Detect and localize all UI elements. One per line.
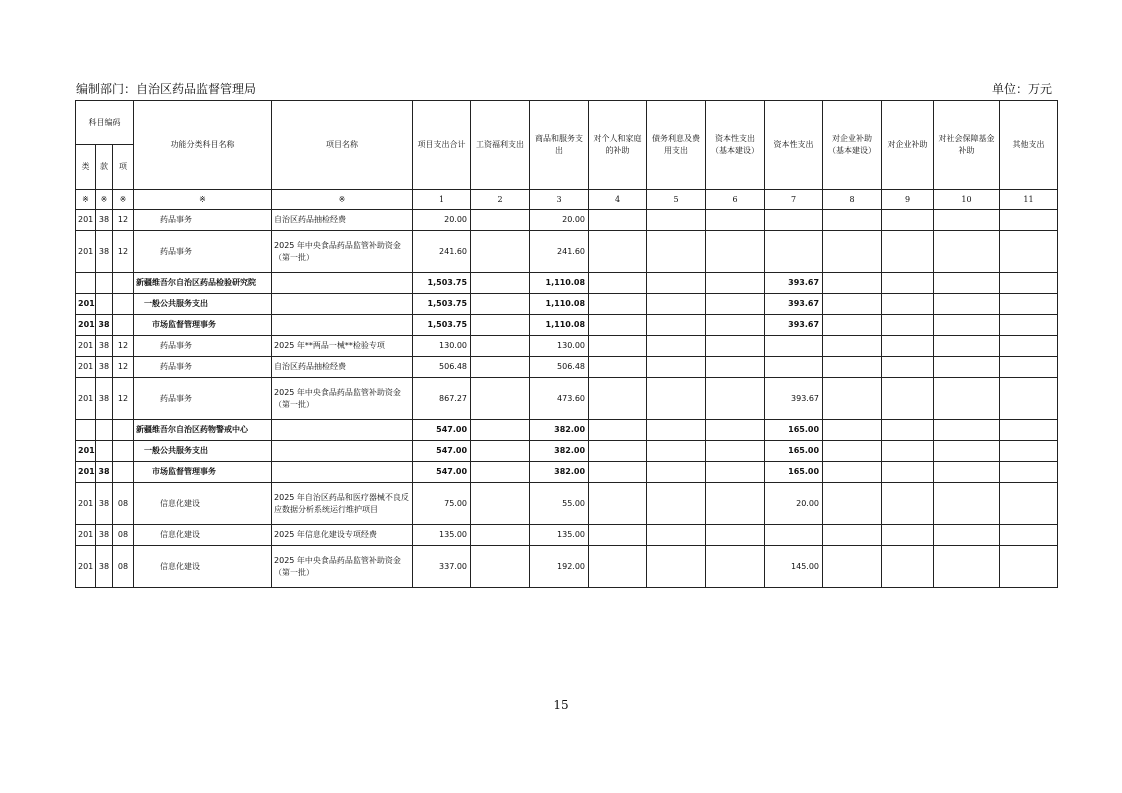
enterprise-construction-cell <box>823 294 882 315</box>
wages-cell <box>471 462 530 483</box>
capital-construction-cell <box>706 294 765 315</box>
kuan-cell <box>96 441 113 462</box>
capital-cell <box>765 210 823 231</box>
lei-cell <box>76 420 96 441</box>
household-subsidy-cell <box>589 357 647 378</box>
lei-cell: 201 <box>76 441 96 462</box>
xiang-cell: 08 <box>113 483 134 525</box>
function-name-cell: 药品事务 <box>134 210 272 231</box>
debt-interest-cell <box>647 336 706 357</box>
household-subsidy-cell <box>589 462 647 483</box>
function-name-header: 功能分类科目名称 <box>134 101 272 190</box>
debt-interest-cell <box>647 357 706 378</box>
social-security-cell <box>934 525 1000 546</box>
table-row <box>76 483 1058 525</box>
debt-interest-cell <box>647 525 706 546</box>
project-name-cell <box>272 441 413 462</box>
budget-table <box>75 100 1058 588</box>
lei-cell: 201 <box>76 525 96 546</box>
other-cell <box>1000 525 1058 546</box>
index-cell: 1 <box>413 190 471 210</box>
goods-services-cell: 20.00 <box>530 210 589 231</box>
lei-cell: 201 <box>76 231 96 273</box>
social-security-cell <box>934 357 1000 378</box>
social-security-cell <box>934 336 1000 357</box>
kuan-cell: 38 <box>96 378 113 420</box>
index-cell: 5 <box>647 190 706 210</box>
xiang-cell: 08 <box>113 546 134 588</box>
enterprise-subsidy-cell <box>882 420 934 441</box>
capital-cell <box>765 231 823 273</box>
social-security-cell <box>934 420 1000 441</box>
social-security-cell <box>934 294 1000 315</box>
table-row <box>76 357 1058 378</box>
index-cell: 2 <box>471 190 530 210</box>
enterprise-subsidy-cell <box>882 441 934 462</box>
index-cell: 8 <box>823 190 882 210</box>
col-header: 对企业补助 <box>882 101 934 190</box>
function-name-cell: 新疆维吾尔自治区药品检验研究院 <box>134 273 272 294</box>
wages-cell <box>471 210 530 231</box>
wages-cell <box>471 525 530 546</box>
other-cell <box>1000 546 1058 588</box>
col-header: 工资福利支出 <box>471 101 530 190</box>
capital-cell <box>765 357 823 378</box>
table-row <box>76 378 1058 420</box>
function-name-cell: 新疆维吾尔自治区药物警戒中心 <box>134 420 272 441</box>
debt-interest-cell <box>647 210 706 231</box>
total-cell: 547.00 <box>413 441 471 462</box>
other-cell <box>1000 378 1058 420</box>
wages-cell <box>471 420 530 441</box>
wages-cell <box>471 294 530 315</box>
index-cell: ※ <box>134 190 272 210</box>
index-cell: 9 <box>882 190 934 210</box>
total-cell: 1,503.75 <box>413 273 471 294</box>
table-row <box>76 546 1058 588</box>
debt-interest-cell <box>647 273 706 294</box>
index-cell: 7 <box>765 190 823 210</box>
table-row <box>76 315 1058 336</box>
capital-cell: 165.00 <box>765 462 823 483</box>
lei-cell: 201 <box>76 210 96 231</box>
index-cell: ※ <box>272 190 413 210</box>
enterprise-construction-cell <box>823 336 882 357</box>
function-name-cell: 信息化建设 <box>134 525 272 546</box>
project-name-cell: 自治区药品抽检经费 <box>272 210 413 231</box>
lei-cell: 201 <box>76 483 96 525</box>
enterprise-subsidy-cell <box>882 273 934 294</box>
wages-cell <box>471 378 530 420</box>
household-subsidy-cell <box>589 210 647 231</box>
capital-cell: 393.67 <box>765 378 823 420</box>
capital-construction-cell <box>706 378 765 420</box>
goods-services-cell: 382.00 <box>530 462 589 483</box>
other-cell <box>1000 441 1058 462</box>
wages-cell <box>471 483 530 525</box>
project-name-header: 项目名称 <box>272 101 413 190</box>
project-name-cell <box>272 315 413 336</box>
enterprise-subsidy-cell <box>882 210 934 231</box>
xiang-cell: 08 <box>113 525 134 546</box>
goods-services-cell: 382.00 <box>530 441 589 462</box>
kuan-cell <box>96 273 113 294</box>
capital-cell: 165.00 <box>765 420 823 441</box>
table-row <box>76 210 1058 231</box>
other-cell <box>1000 231 1058 273</box>
col-header: 项目支出合计 <box>413 101 471 190</box>
household-subsidy-cell <box>589 336 647 357</box>
xiang-cell: 12 <box>113 378 134 420</box>
capital-construction-cell <box>706 420 765 441</box>
function-name-cell: 药品事务 <box>134 336 272 357</box>
enterprise-subsidy-cell <box>882 462 934 483</box>
total-cell: 867.27 <box>413 378 471 420</box>
function-name-cell: 药品事务 <box>134 357 272 378</box>
lei-cell: 201 <box>76 546 96 588</box>
table-row <box>76 231 1058 273</box>
debt-interest-cell <box>647 315 706 336</box>
project-name-cell: 2025 年中央食品药品监管补助资金（第一批） <box>272 231 413 273</box>
function-name-cell: 药品事务 <box>134 378 272 420</box>
lei-cell <box>76 273 96 294</box>
total-cell: 241.60 <box>413 231 471 273</box>
kuan-cell <box>96 294 113 315</box>
capital-cell <box>765 336 823 357</box>
xiang-cell: 12 <box>113 336 134 357</box>
total-cell: 75.00 <box>413 483 471 525</box>
household-subsidy-cell <box>589 420 647 441</box>
project-name-cell <box>272 420 413 441</box>
index-cell: 10 <box>934 190 1000 210</box>
col-header: 资本性支出（基本建设） <box>706 101 765 190</box>
table-row <box>76 462 1058 483</box>
capital-construction-cell <box>706 546 765 588</box>
index-cell: 3 <box>530 190 589 210</box>
total-cell: 130.00 <box>413 336 471 357</box>
enterprise-construction-cell <box>823 441 882 462</box>
other-cell <box>1000 294 1058 315</box>
index-cell: ※ <box>96 190 113 210</box>
lei-cell: 201 <box>76 462 96 483</box>
capital-construction-cell <box>706 336 765 357</box>
debt-interest-cell <box>647 420 706 441</box>
other-cell <box>1000 357 1058 378</box>
page-number: 15 <box>553 698 569 712</box>
capital-cell: 145.00 <box>765 546 823 588</box>
table-row <box>76 294 1058 315</box>
goods-services-cell: 130.00 <box>530 336 589 357</box>
enterprise-subsidy-cell <box>882 357 934 378</box>
household-subsidy-cell <box>589 378 647 420</box>
xiang-cell: 12 <box>113 357 134 378</box>
enterprise-construction-cell <box>823 357 882 378</box>
function-name-cell: 市场监督管理事务 <box>134 462 272 483</box>
debt-interest-cell <box>647 483 706 525</box>
enterprise-construction-cell <box>823 210 882 231</box>
capital-construction-cell <box>706 273 765 294</box>
kuan-cell <box>96 420 113 441</box>
goods-services-cell: 241.60 <box>530 231 589 273</box>
wages-cell <box>471 546 530 588</box>
total-cell: 547.00 <box>413 420 471 441</box>
xiang-header: 项 <box>113 145 134 190</box>
capital-cell <box>765 525 823 546</box>
enterprise-construction-cell <box>823 462 882 483</box>
lei-cell: 201 <box>76 357 96 378</box>
table-row <box>76 273 1058 294</box>
debt-interest-cell <box>647 546 706 588</box>
wages-cell <box>471 336 530 357</box>
kuan-cell: 38 <box>96 315 113 336</box>
kuan-header: 款 <box>96 145 113 190</box>
project-name-cell <box>272 294 413 315</box>
enterprise-construction-cell <box>823 231 882 273</box>
function-name-cell: 药品事务 <box>134 231 272 273</box>
goods-services-cell: 473.60 <box>530 378 589 420</box>
project-name-cell <box>272 462 413 483</box>
function-name-cell: 信息化建设 <box>134 546 272 588</box>
goods-services-cell: 506.48 <box>530 357 589 378</box>
social-security-cell <box>934 546 1000 588</box>
col-header: 商品和服务支出 <box>530 101 589 190</box>
capital-cell: 393.67 <box>765 273 823 294</box>
col-header: 对社会保障基金补助 <box>934 101 1000 190</box>
capital-construction-cell <box>706 231 765 273</box>
lei-cell: 201 <box>76 315 96 336</box>
household-subsidy-cell <box>589 294 647 315</box>
enterprise-construction-cell <box>823 483 882 525</box>
other-cell <box>1000 273 1058 294</box>
total-cell: 20.00 <box>413 210 471 231</box>
project-name-cell: 2025 年信息化建设专项经费 <box>272 525 413 546</box>
debt-interest-cell <box>647 441 706 462</box>
enterprise-construction-cell <box>823 525 882 546</box>
other-cell <box>1000 420 1058 441</box>
total-cell: 135.00 <box>413 525 471 546</box>
kuan-cell: 38 <box>96 546 113 588</box>
debt-interest-cell <box>647 462 706 483</box>
household-subsidy-cell <box>589 315 647 336</box>
enterprise-subsidy-cell <box>882 231 934 273</box>
table-row <box>76 336 1058 357</box>
household-subsidy-cell <box>589 525 647 546</box>
lei-header: 类 <box>76 145 96 190</box>
function-name-cell: 市场监督管理事务 <box>134 315 272 336</box>
xiang-cell <box>113 273 134 294</box>
other-cell <box>1000 483 1058 525</box>
index-cell: 6 <box>706 190 765 210</box>
kuan-cell: 38 <box>96 210 113 231</box>
social-security-cell <box>934 441 1000 462</box>
debt-interest-cell <box>647 231 706 273</box>
col-header: 其他支出 <box>1000 101 1058 190</box>
enterprise-subsidy-cell <box>882 483 934 525</box>
col-header: 资本性支出 <box>765 101 823 190</box>
kuan-cell: 38 <box>96 336 113 357</box>
total-cell: 1,503.75 <box>413 315 471 336</box>
xiang-cell: 12 <box>113 210 134 231</box>
index-row <box>76 190 1058 210</box>
xiang-cell <box>113 462 134 483</box>
enterprise-subsidy-cell <box>882 336 934 357</box>
goods-services-cell: 192.00 <box>530 546 589 588</box>
social-security-cell <box>934 378 1000 420</box>
debt-interest-cell <box>647 378 706 420</box>
kuan-cell: 38 <box>96 357 113 378</box>
enterprise-construction-cell <box>823 273 882 294</box>
debt-interest-cell <box>647 294 706 315</box>
capital-cell: 393.67 <box>765 294 823 315</box>
household-subsidy-cell <box>589 231 647 273</box>
social-security-cell <box>934 231 1000 273</box>
household-subsidy-cell <box>589 546 647 588</box>
wages-cell <box>471 315 530 336</box>
function-name-cell: 一般公共服务支出 <box>134 441 272 462</box>
enterprise-subsidy-cell <box>882 546 934 588</box>
kuan-cell: 38 <box>96 483 113 525</box>
total-cell: 337.00 <box>413 546 471 588</box>
total-cell: 1,503.75 <box>413 294 471 315</box>
subject-code-header: 科目编码 <box>76 101 134 145</box>
goods-services-cell: 1,110.08 <box>530 315 589 336</box>
capital-construction-cell <box>706 210 765 231</box>
total-cell: 506.48 <box>413 357 471 378</box>
index-cell: 11 <box>1000 190 1058 210</box>
xiang-cell <box>113 294 134 315</box>
function-name-cell: 信息化建设 <box>134 483 272 525</box>
table-row <box>76 420 1058 441</box>
project-name-cell: 2025 年自治区药品和医疗器械不良反应数据分析系统运行维护项目 <box>272 483 413 525</box>
wages-cell <box>471 357 530 378</box>
capital-construction-cell <box>706 462 765 483</box>
project-name-cell <box>272 273 413 294</box>
household-subsidy-cell <box>589 273 647 294</box>
index-cell: ※ <box>76 190 96 210</box>
col-header: 债务利息及费用支出 <box>647 101 706 190</box>
index-cell: 4 <box>589 190 647 210</box>
capital-construction-cell <box>706 525 765 546</box>
goods-services-cell: 1,110.08 <box>530 273 589 294</box>
project-name-cell: 自治区药品抽检经费 <box>272 357 413 378</box>
col-header: 对企业补助（基本建设） <box>823 101 882 190</box>
other-cell <box>1000 336 1058 357</box>
social-security-cell <box>934 210 1000 231</box>
wages-cell <box>471 231 530 273</box>
enterprise-construction-cell <box>823 378 882 420</box>
enterprise-subsidy-cell <box>882 294 934 315</box>
enterprise-construction-cell <box>823 546 882 588</box>
enterprise-construction-cell <box>823 315 882 336</box>
department-label: 编制部门：自治区药品监督管理局 <box>76 82 257 96</box>
goods-services-cell: 382.00 <box>530 420 589 441</box>
lei-cell: 201 <box>76 378 96 420</box>
lei-cell: 201 <box>76 336 96 357</box>
function-name-cell: 一般公共服务支出 <box>134 294 272 315</box>
xiang-cell <box>113 315 134 336</box>
social-security-cell <box>934 483 1000 525</box>
goods-services-cell: 55.00 <box>530 483 589 525</box>
project-name-cell: 2025 年中央食品药品监管补助资金（第一批） <box>272 378 413 420</box>
table-row <box>76 441 1058 462</box>
kuan-cell: 38 <box>96 525 113 546</box>
wages-cell <box>471 441 530 462</box>
capital-cell: 165.00 <box>765 441 823 462</box>
project-name-cell: 2025 年**两品一械**检验专项 <box>272 336 413 357</box>
capital-cell: 20.00 <box>765 483 823 525</box>
unit-label: 单位：万元 <box>991 82 1052 96</box>
social-security-cell <box>934 273 1000 294</box>
other-cell <box>1000 462 1058 483</box>
total-cell: 547.00 <box>413 462 471 483</box>
col-header: 对个人和家庭的补助 <box>589 101 647 190</box>
capital-cell: 393.67 <box>765 315 823 336</box>
lei-cell: 201 <box>76 294 96 315</box>
enterprise-subsidy-cell <box>882 525 934 546</box>
enterprise-subsidy-cell <box>882 378 934 420</box>
xiang-cell: 12 <box>113 231 134 273</box>
household-subsidy-cell <box>589 441 647 462</box>
goods-services-cell: 135.00 <box>530 525 589 546</box>
social-security-cell <box>934 315 1000 336</box>
enterprise-subsidy-cell <box>882 315 934 336</box>
social-security-cell <box>934 462 1000 483</box>
index-cell: ※ <box>113 190 134 210</box>
wages-cell <box>471 273 530 294</box>
enterprise-construction-cell <box>823 420 882 441</box>
xiang-cell <box>113 441 134 462</box>
capital-construction-cell <box>706 357 765 378</box>
capital-construction-cell <box>706 315 765 336</box>
other-cell <box>1000 210 1058 231</box>
kuan-cell: 38 <box>96 231 113 273</box>
goods-services-cell: 1,110.08 <box>530 294 589 315</box>
household-subsidy-cell <box>589 483 647 525</box>
kuan-cell: 38 <box>96 462 113 483</box>
other-cell <box>1000 315 1058 336</box>
table-row <box>76 525 1058 546</box>
capital-construction-cell <box>706 483 765 525</box>
capital-construction-cell <box>706 441 765 462</box>
xiang-cell <box>113 420 134 441</box>
project-name-cell: 2025 年中央食品药品监管补助资金（第一批） <box>272 546 413 588</box>
